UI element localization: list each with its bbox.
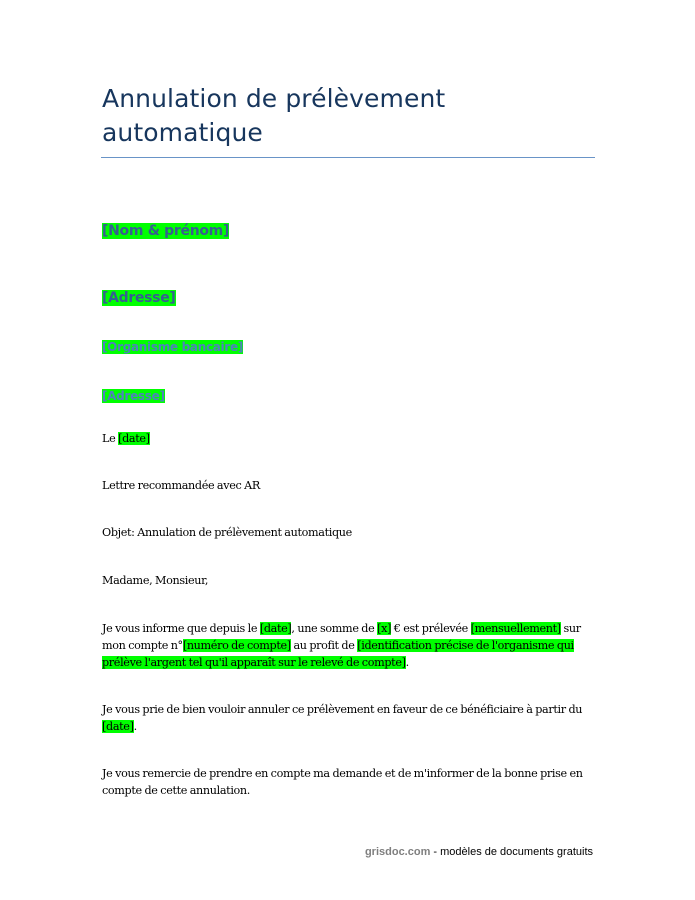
title-divider xyxy=(101,157,595,158)
footer xyxy=(365,845,593,859)
p2-date-placeholder: [date] xyxy=(102,720,134,733)
footer-tagline: - modèles de documents gratuits xyxy=(430,846,593,858)
p1-date-placeholder: [date] xyxy=(259,622,292,635)
p1-text-3: € est prélevée xyxy=(391,622,471,635)
mail-type: Lettre recommandée avec AR xyxy=(102,479,260,492)
recipient-address-placeholder: [Adresse] xyxy=(102,389,165,403)
recipient-address-field xyxy=(102,387,165,405)
p1-amount-placeholder: [x] xyxy=(377,622,392,635)
sender-address-placeholder: [Adresse] xyxy=(102,290,176,306)
p1-text-6: . xyxy=(405,656,409,669)
sender-address-field xyxy=(102,289,176,307)
date-placeholder: [date] xyxy=(118,432,150,445)
recipient-bank-field xyxy=(102,338,243,356)
date-prefix: Le xyxy=(102,432,119,445)
p1-organism-placeholder: [identification précise de l'organisme qui prélève l'argent tel qu'il apparaît sur le relevé de compte] xyxy=(102,639,574,669)
letter-date xyxy=(102,430,592,447)
document-title xyxy=(102,82,602,150)
p1-frequency-placeholder: [mensuellement] xyxy=(470,622,561,635)
p1-text-4: sur mon compte n° xyxy=(102,622,581,652)
title-line-2: automatique xyxy=(102,118,263,147)
sender-name-placeholder: [Nom & prénom] xyxy=(102,223,230,239)
sender-name-field xyxy=(102,222,229,240)
recipient-bank-placeholder: [Organisme bancaire] xyxy=(102,340,244,354)
p1-text-5: au profit de xyxy=(290,639,358,652)
paragraph-3: Je vous remercie de prendre en compte ma demande et de m'informer de la bonne prise en compte de cette annulation. xyxy=(102,767,583,797)
p2-text-2: . xyxy=(133,720,137,733)
p1-account-placeholder: [numéro de compte] xyxy=(182,639,291,652)
p1-text-1: Je vous informe que depuis le xyxy=(102,622,260,635)
paragraph-2 xyxy=(102,701,592,735)
p2-text-1: Je vous prie de bien vouloir annuler ce prélèvement en faveur de ce bénéficiaire à partir du xyxy=(102,703,583,716)
p1-text-2: , une somme de xyxy=(291,622,378,635)
letter-salutation: Madame, Monsieur, xyxy=(102,574,209,587)
paragraph-1 xyxy=(102,620,592,671)
footer-brand-link[interactable]: grisdoc.com xyxy=(364,846,431,858)
title-line-1: Annulation de prélèvement xyxy=(102,84,446,113)
letter-subject: Objet: Annulation de prélèvement automatique xyxy=(102,526,352,539)
